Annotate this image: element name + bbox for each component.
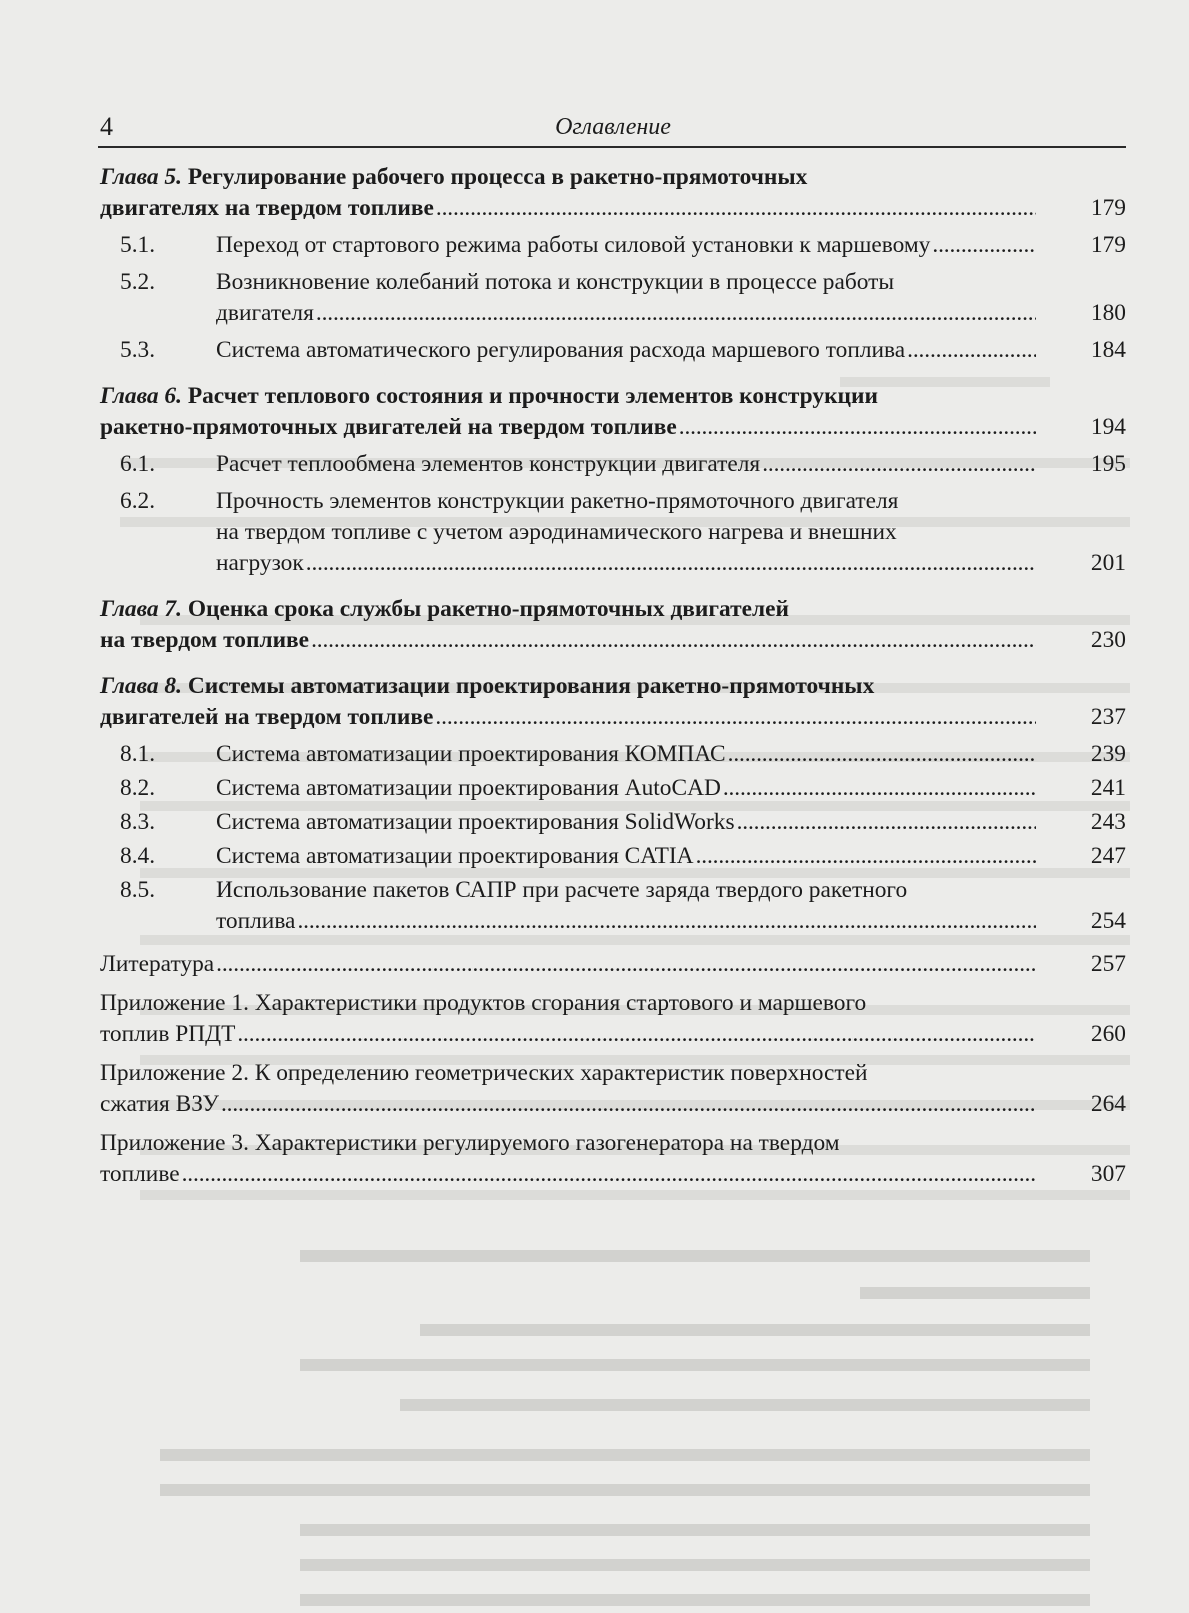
toc-entry-text	[120, 449, 1126, 480]
leader-dots	[311, 625, 1036, 656]
toc-page-number: 239	[1090, 741, 1126, 767]
toc-leader-line	[216, 773, 1042, 804]
toc-last-line-text: Расчет теплообмена элементов конструкции двигателя	[216, 451, 761, 477]
toc-line	[216, 486, 1042, 517]
leader-dots	[723, 773, 1036, 804]
section-number: 8.3.	[120, 809, 156, 835]
toc-page-number: 230	[1090, 627, 1126, 653]
toc-line-text: на твердом топливе с учетом аэродинамического нагрева и внешних	[216, 519, 897, 545]
toc-entry-section[interactable]	[100, 486, 1126, 579]
toc-line	[216, 517, 1042, 548]
toc-line-text	[216, 739, 726, 770]
toc-line-text	[100, 1159, 180, 1190]
toc-entry-text	[100, 988, 1126, 1050]
toc-line-text: Регулирование рабочего процесса в ракетно-прямоточных	[187, 164, 808, 190]
leader-dots	[316, 298, 1036, 329]
toc-line	[100, 988, 1042, 1019]
toc-entry-section[interactable]	[100, 807, 1126, 838]
toc-leader-line	[100, 1019, 1042, 1050]
toc-leader-line	[100, 702, 1042, 733]
toc-line-text	[216, 841, 694, 872]
toc-page-number: 184	[1090, 337, 1126, 363]
toc-line-text: Прочность элементов конструкции ракетно-прямоточного двигателя	[216, 488, 899, 514]
toc-line	[100, 1058, 1042, 1089]
toc-last-line-text: топлив РПДТ	[100, 1021, 236, 1047]
toc-line-text	[100, 625, 309, 656]
page-header	[100, 108, 1126, 142]
toc-line-text	[216, 449, 760, 480]
toc-page-number: 195	[1090, 451, 1126, 477]
toc-entry-text	[120, 739, 1126, 770]
leader-dots	[696, 841, 1036, 872]
leader-dots	[436, 193, 1036, 224]
toc-entry-text	[100, 1128, 1126, 1190]
toc-leader-line	[216, 230, 1042, 261]
toc-entry-text	[100, 162, 1126, 224]
leader-dots	[237, 1019, 1036, 1050]
toc-entry-appendix[interactable]	[100, 1128, 1126, 1190]
toc-last-line-text: нагрузок	[216, 550, 304, 576]
toc-last-line-text: Система автоматического регулирования расхода маршевого топлива	[216, 337, 906, 363]
toc-line-text	[216, 298, 314, 329]
toc-line-text	[100, 1019, 235, 1050]
toc-line-text	[100, 949, 214, 980]
toc-line-text	[216, 807, 735, 838]
leader-dots	[762, 449, 1036, 480]
toc-page-number: 237	[1090, 704, 1126, 730]
section-number: 5.2.	[120, 269, 156, 295]
toc-leader-line	[216, 739, 1042, 770]
toc-line-text: Системы автоматизации проектирования ракетно-прямоточных	[187, 673, 875, 699]
toc-line-text	[216, 548, 304, 579]
toc-line-text	[216, 230, 930, 261]
toc-line-text	[216, 906, 295, 937]
toc-line	[100, 162, 1042, 193]
toc-page-number: 179	[1090, 232, 1126, 258]
toc-entry-section[interactable]	[100, 773, 1126, 804]
chapter-label: Глава 8.	[100, 673, 182, 699]
section-number: 8.4.	[120, 843, 156, 869]
toc-entry-text	[100, 594, 1126, 656]
toc-entry-text	[100, 949, 1126, 980]
toc-page-number: 254	[1090, 908, 1126, 934]
toc-last-line-text: топливе	[100, 1161, 180, 1187]
toc-line	[100, 1128, 1042, 1159]
toc-line-text: Приложение 3. Характеристики регулируемого газогенератора на твердом	[100, 1130, 840, 1156]
section-number: 5.3.	[120, 337, 156, 363]
toc-entry-text	[100, 381, 1126, 443]
toc-line-text	[100, 193, 434, 224]
toc-last-line-text: на твердом топливе	[100, 627, 310, 653]
toc-page-number: 257	[1090, 951, 1126, 977]
toc-entry-section[interactable]	[100, 335, 1126, 366]
toc-line-text: Использование пакетов САПР при расчете заряда твердого ракетного	[216, 877, 908, 903]
toc-entry-text	[120, 230, 1126, 261]
section-number: 6.1.	[120, 451, 156, 477]
toc-last-line-text: ракетно-прямоточных двигателей на твердом топливе	[100, 414, 677, 440]
toc-entry-appendix[interactable]	[100, 949, 1126, 980]
toc-leader-line	[216, 298, 1042, 329]
toc-last-line-text: двигателях на твердом топливе	[100, 195, 434, 221]
toc-line-text: Приложение 2. К определению геометрических характеристик поверхностей	[100, 1060, 868, 1086]
toc-line	[100, 671, 1042, 702]
leader-dots	[728, 739, 1036, 770]
toc-line-text	[100, 702, 433, 733]
toc-leader-line	[100, 625, 1042, 656]
toc-entry-chapter[interactable]	[100, 162, 1126, 224]
toc-last-line-text: сжатия ВЗУ	[100, 1091, 219, 1117]
section-number: 8.1.	[120, 741, 156, 767]
toc-page-number: 260	[1090, 1021, 1126, 1047]
toc-page-number: 241	[1090, 775, 1126, 801]
toc-line-text: Приложение 1. Характеристики продуктов сгорания стартового и маршевого	[100, 990, 867, 1016]
toc-entry-text	[120, 335, 1126, 366]
leader-dots	[221, 1089, 1036, 1120]
header-rule	[98, 146, 1126, 148]
toc-last-line-text: двигателей на твердом топливе	[100, 704, 434, 730]
toc-leader-line	[216, 548, 1042, 579]
leader-dots	[297, 906, 1036, 937]
toc-line-text	[216, 773, 721, 804]
toc-page-number: 247	[1090, 843, 1126, 869]
leader-dots	[306, 548, 1036, 579]
leader-dots	[679, 412, 1036, 443]
toc-entry-section[interactable]	[100, 449, 1126, 480]
toc-page-number: 201	[1090, 550, 1126, 576]
toc-last-line-text: Переход от стартового режима работы силовой установки к маршевому	[216, 232, 931, 258]
page-number: 4	[100, 112, 113, 141]
toc-entry-chapter[interactable]	[100, 381, 1126, 443]
toc-line	[216, 267, 1042, 298]
toc-line	[100, 381, 1042, 412]
toc-last-line-text: Система автоматизации проектирования КОМПАС	[216, 741, 726, 767]
toc-last-line-text: Система автоматизации проектирования AutoCAD	[216, 775, 721, 801]
toc-page-number: 194	[1090, 414, 1126, 440]
toc-page-number: 264	[1090, 1091, 1126, 1117]
leader-dots	[907, 335, 1036, 366]
toc-entry-chapter[interactable]	[100, 594, 1126, 656]
toc-leader-line	[216, 906, 1042, 937]
toc-entry-appendix[interactable]	[100, 1058, 1126, 1120]
toc-entry-text	[120, 267, 1126, 329]
toc-line-text: Расчет теплового состояния и прочности элементов конструкции	[187, 383, 878, 409]
toc-page-number: 179	[1090, 195, 1126, 221]
leader-dots	[182, 1159, 1036, 1190]
toc-entry-chapter[interactable]	[100, 671, 1126, 733]
toc-entry-text	[120, 486, 1126, 579]
toc-last-line-text: двигателя	[216, 300, 314, 326]
table-of-contents	[100, 162, 1126, 1190]
toc-leader-line	[216, 807, 1042, 838]
toc-last-line-text: Система автоматизации проектирования SolidWorks	[216, 809, 735, 835]
toc-leader-line	[100, 1089, 1042, 1120]
toc-leader-line	[216, 449, 1042, 480]
toc-entry-section[interactable]	[100, 875, 1126, 937]
running-title: Оглавление	[555, 114, 671, 140]
toc-leader-line	[100, 193, 1042, 224]
toc-page-number: 307	[1090, 1161, 1126, 1187]
section-number: 8.2.	[120, 775, 156, 801]
toc-entry-appendix[interactable]	[100, 988, 1126, 1050]
toc-entry-text	[120, 841, 1126, 872]
section-number: 5.1.	[120, 232, 156, 258]
leader-dots	[216, 949, 1036, 980]
toc-line-text: Возникновение колебаний потока и конструкции в процессе работы	[216, 269, 895, 295]
toc-entry-section[interactable]	[100, 230, 1126, 261]
toc-entry-section[interactable]	[100, 739, 1126, 770]
toc-last-line-text: Литература	[100, 951, 215, 977]
toc-page-number: 243	[1090, 809, 1126, 835]
toc-leader-line	[100, 949, 1042, 980]
toc-last-line-text: топлива	[216, 908, 296, 934]
toc-entry-text	[120, 875, 1126, 937]
toc-line-text	[100, 412, 677, 443]
toc-line-text	[216, 335, 905, 366]
toc-line-text	[100, 1089, 219, 1120]
toc-leader-line	[216, 335, 1042, 366]
section-number: 6.2.	[120, 488, 156, 514]
toc-entry-text	[100, 1058, 1126, 1120]
toc-entry-section[interactable]	[100, 841, 1126, 872]
leader-dots	[932, 230, 1036, 261]
chapter-label: Глава 5.	[100, 164, 182, 190]
section-number: 8.5.	[120, 877, 156, 903]
chapter-label: Глава 7.	[100, 596, 182, 622]
toc-line	[216, 875, 1042, 906]
toc-entry-text	[120, 807, 1126, 838]
toc-leader-line	[100, 1159, 1042, 1190]
leader-dots	[737, 807, 1036, 838]
toc-entry-section[interactable]	[100, 267, 1126, 329]
toc-leader-line	[216, 841, 1042, 872]
toc-line	[100, 594, 1042, 625]
chapter-label: Глава 6.	[100, 383, 182, 409]
toc-entry-text	[120, 773, 1126, 804]
toc-entry-text	[100, 671, 1126, 733]
leader-dots	[435, 702, 1036, 733]
toc-page-number: 180	[1090, 300, 1126, 326]
toc-last-line-text: Система автоматизации проектирования CATIA	[216, 843, 694, 869]
toc-leader-line	[100, 412, 1042, 443]
toc-line-text: Оценка срока службы ракетно-прямоточных двигателей	[187, 596, 789, 622]
